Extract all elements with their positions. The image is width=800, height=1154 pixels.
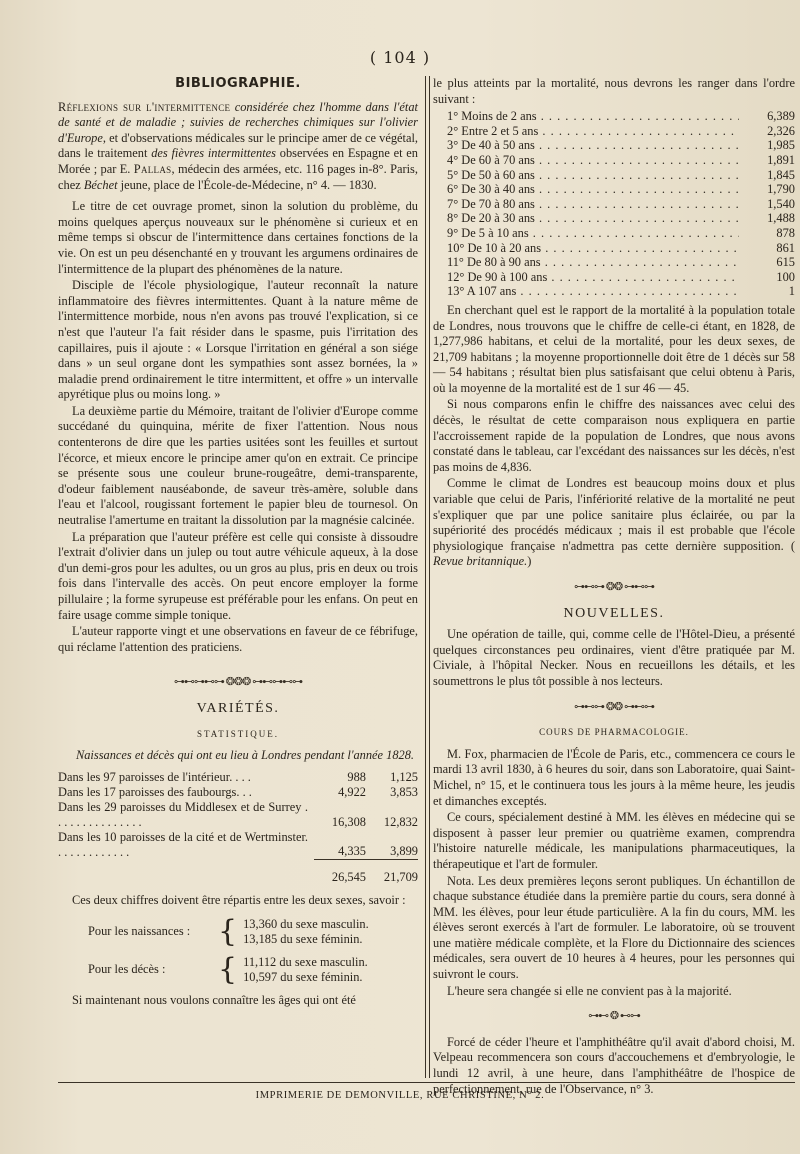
cours-paragraph-1: M. Fox, pharmacien de l'École de Paris, etc., commencera ce cours le mardi 13 avril 1830, à 6 heures du soir, dans son Laboratoire, quai Saint-Michel, n° 15, et le continuera tous les jours à la même heure, les jeudis et dimanches exceptés.: [433, 746, 795, 808]
rank-row: [447, 109, 795, 124]
imprint-line: IMPRIMERIE DE DEMONVILLE, RUE CHRISTINE, N° 2.: [255, 1090, 545, 1101]
rank-row: [447, 182, 795, 197]
varietes-title: VARIÉTÉS.: [196, 700, 280, 716]
rank-label: 7° De 70 à 80 ans . . .: [447, 197, 739, 212]
review-paragraph-5: L'auteur rapporte vingt et une observations en faveur de ce fébrifuge, qui réclame l'attention des praticiens.: [58, 624, 418, 654]
bottom-rule: [58, 1082, 795, 1083]
stat-total-row: [58, 860, 418, 886]
book-ref-publisher: Béchet: [83, 177, 118, 192]
stat-row: [58, 785, 418, 800]
stat-row: [58, 830, 418, 860]
ornament-divider: ⊶⊷⊶ ❂❂ ⊶⊷⊶: [574, 581, 654, 593]
review-paragraph-2: Disciple de l'école physiologique, l'auteur reconnaît la nature inflammatoire des fièvres intermittentes. Quant à la nature même de l'intermittence morbide, nous n'en avons pas trouvé l'explication, si ce n'est que l'auteur l'a fait résider dans le spasme, puis l'irritation des capillaires, puis il ajoute : « Lorsque l'irritation en général a son siége dans » un seul organe dont les sympathies sont assez bornées, la » maladie prend ordinairement le titre intermittent, et offre » un intervalle apyrétique plus ou moins long. »: [58, 278, 418, 402]
review-paragraph-3: La deuxième partie du Mémoire, traitant de l'olivier d'Europe comme succédané du quinquina, mérite de fixer l'attention. Nous nous contenterons de dire que les parties usitées sont les feuilles et surtout l'écorce, et mieux encore le principe amer qu'on en extrait. Ce principe se présente sous une couleur brune-rougeâtre, demi-transparente, d'odeur faiblement nauséabonde, de saveur très-amère, soluble dans l'eau et l'alcool, rougissant fortement le papier bleu de tournesol. On neutralise l'amertume en traitant la dissolution par la magnésie calcinée.: [58, 403, 418, 528]
review-paragraph-1: Le titre de cet ouvrage promet, sinon la solution du problème, du moins quelques aperçus nouveaux sur le phénomène si curieux et en même temps si obscur de l'intermittence dans certaines fonctions de la vie. On est un peu désenchanté en y trouvant les argumens ordinaires de l'intermittence de la plupart des phénomènes de la nature.: [58, 199, 418, 276]
rank-row: [447, 153, 795, 168]
births-breakdown: [88, 913, 418, 949]
brace-glyph: {: [218, 913, 238, 949]
mortality-age-ranking: [447, 109, 795, 299]
ages-intro: Si maintenant nous voulons connaître les âges qui ont été: [72, 992, 356, 1007]
rank-value: 1,790: [767, 182, 795, 197]
rank-value: 615: [776, 255, 795, 270]
deaths-male: 11,112 du sexe masculin.: [243, 954, 368, 969]
rank-label: 3° De 40 à 50 ans . . .: [447, 138, 739, 153]
book-ref-rest2: , médecin des armées, etc. 116 pages in-8°. Paris, chez: [58, 161, 418, 192]
stat-row-deaths: 12,832: [383, 814, 418, 829]
rank-label: 10° De 10 à 20 ans . . .: [447, 241, 739, 256]
stat-row-label: Dans les 17 paroisses des faubourgs. . .: [58, 784, 252, 799]
velpeau-paragraph: Forcé de céder l'heure et l'amphithéâtre qu'il avait d'abord choisi, M. Velpeau recommencera son cours d'accouchemens et d'embryologie, le lundi 12 avril, à une heure, dans l'amphithéâtre de l'hospice de perfectionnement, rue de l'Observance, n° 3.: [433, 1034, 795, 1096]
births-label: Pour les naissances :: [88, 924, 191, 939]
column-divider: [425, 76, 430, 1078]
cours-title: COURS DE PHARMACOLOGIE.: [539, 727, 689, 738]
stat-row-label: Dans les 97 paroisses de l'intérieur. . . .: [58, 769, 251, 784]
rank-label: 13° A 107 ans . . .: [447, 284, 739, 299]
rank-row: [447, 241, 795, 256]
rank-row: [447, 270, 795, 285]
rank-value: 1: [788, 284, 795, 299]
stat-row-births: 16,308: [331, 814, 366, 829]
rank-value: 1,540: [767, 196, 795, 211]
stat-row: [58, 770, 418, 785]
stat-row-births: 988: [347, 769, 366, 784]
births-male: 13,360 du sexe masculin.: [243, 916, 369, 931]
stat-paragraph-2: Si nous comparons enfin le chiffre des naissances avec celui des décès, le résultat de cette comparaison nous expliquera en partie l'accroissement rapide de la population de Londres, que nous avons constaté dans le tableau, car l'excédant des naissances sur les décès, n'est pas moins de 4,836.: [433, 397, 795, 474]
rank-label: 9° De 5 à 10 ans . . .: [447, 226, 739, 241]
nouvelles-paragraph: Une opération de taille, qui, comme celle de l'Hôtel-Dieu, a présenté quelques circonstances peu ordinaires, vient d'être pratiquée par M. Civiale, à l'hôpital Necker. Nous en recueillons les détails, et les soumettrons le plus tôt possible à nos lecteurs.: [433, 627, 795, 688]
rank-row: [447, 124, 795, 139]
stat-row-label: Dans les 29 paroisses du Middlesex et de Surrey . . . . . . . . . . . . . . .: [58, 799, 308, 829]
stat-row-deaths: 1,125: [390, 769, 418, 784]
rank-label: 6° De 30 à 40 ans . . .: [447, 182, 739, 197]
births-female: 13,185 du sexe féminin.: [243, 931, 363, 946]
right-column: [433, 76, 795, 1098]
review-paragraph-4: La préparation que l'auteur préfère est celle qui consiste à dissoudre l'extrait d'olivier dans un julep ou tout autre véhicule aqueux, à la dose d'un demi-gros pour les adultes, ou un gros au plus, pris en deux ou trois fois dans l'intervalle des accès. On peut encore employer la forme pillulaire ; la forme syrupeuse est préférable pour les enfans. On peut en faire usage comme simple tonique.: [58, 529, 418, 622]
rank-row: [447, 211, 795, 226]
book-reference: [58, 100, 418, 194]
stat-row-deaths: 3,853: [390, 784, 418, 799]
rank-value: 1,845: [767, 167, 795, 182]
stat-p3-text: Comme le climat de Londres est beaucoup moins doux et plus variable que celui de Paris, l'infériorité relative de la mortalité ne peut s'expliquer que par une police sanitaire plus éclairée, ou par la supériorité des procédés médicaux ; mais il est probable que l'école physiologique française n'admettra pas cette dernière supposition. (: [433, 476, 795, 553]
rank-value: 878: [776, 225, 795, 240]
ornament-divider: ⊶⊷ ❂ ⊷⊶: [588, 1010, 640, 1023]
split-intro: Ces deux chiffres doivent être répartis entre les deux sexes, savoir :: [72, 893, 406, 908]
rank-value: 1,488: [767, 211, 795, 226]
deaths-breakdown: [88, 951, 418, 987]
left-column: [58, 76, 418, 1009]
stat-row-label: Dans les 10 paroisses de la cité et de Wertminster. . . . . . . . . . . . .: [58, 829, 308, 859]
rank-label: 12° De 90 à 100 ans . . .: [447, 270, 739, 285]
deaths-female: 10,597 du sexe féminin.: [243, 969, 363, 984]
cours-paragraph-3: Nota. Les deux premières leçons seront publiques. Un échantillon de chaque substance étudiée dans la première partie du cours, sera donné à MM. les élèves, pour leur étude particulière. A la fin du cours, MM. les élèves seront exercés à l'art de formuler. Le laboratoire, où se trouvent une matière médicale complète, et la Flore du Dictionnaire des sciences médicales, sera ouvert de 10 heures à 4 heures, pour les personnes qui suivront le cours.: [433, 873, 795, 982]
rank-label: 4° De 60 à 70 ans . . .: [447, 153, 739, 168]
rank-value: 1,985: [767, 138, 795, 153]
cours-paragraph-4: L'heure sera changée si elle ne convient pas à la majorité.: [447, 983, 732, 998]
page-number: ( 104 ): [369, 48, 431, 67]
rank-row: [447, 226, 795, 241]
stat-row: [58, 800, 418, 830]
rank-value: 1,891: [767, 152, 795, 167]
deaths-label: Pour les décès :: [88, 962, 166, 977]
rank-label: 8° De 20 à 30 ans . . .: [447, 211, 739, 226]
rank-label: 11° De 80 à 90 ans . . .: [447, 255, 739, 270]
stat-row-births: 4,335: [338, 844, 366, 859]
rank-label: 1° Moins de 2 ans . . .: [447, 109, 739, 124]
births-deaths-table: [58, 770, 418, 886]
rank-value: 861: [776, 240, 795, 255]
bibliographie-title: BIBLIOGRAPHIE.: [175, 76, 301, 91]
rank-value: 6,389: [767, 109, 795, 124]
stat-paragraph-3: [433, 476, 795, 570]
rank-label: 2° Entre 2 et 5 ans . . .: [447, 124, 739, 139]
statistique-title: STATISTIQUE.: [196, 728, 280, 739]
book-ref-title: considérée chez l'homme dans l'état de santé et de maladie ; suivies de recherches chimiques sur l'olivier d'Europe: [58, 99, 418, 145]
ornament-divider: ⊶⊷⊶⊷⊶ ❂❂❂ ⊶⊷⊶⊷⊶: [173, 676, 303, 689]
rank-row: [447, 168, 795, 183]
stat-row-births: 4,922: [338, 784, 366, 799]
stat-total-deaths: 21,709: [366, 860, 418, 886]
stat-source: Revue britannique.: [433, 554, 528, 569]
rank-row: [447, 138, 795, 153]
stat-heading: Naissances et décès qui ont eu lieu à Londres pendant l'année 1828.: [75, 748, 415, 763]
rank-row: [447, 197, 795, 212]
rank-row: [447, 284, 795, 299]
rank-row: [447, 255, 795, 270]
stat-row-deaths: 3,899: [390, 844, 418, 859]
book-ref-rest: observées en Espagne et en Morée ; par E.: [58, 146, 418, 176]
book-ref-rest3: jeune, place de l'École-de-Médecine, n° 4. — 1830.: [120, 177, 377, 192]
rank-value: 100: [776, 269, 795, 284]
stat-total-births: 26,545: [314, 860, 366, 886]
stat-paragraph-1: En cherchant quel est le rapport de la mortalité à la population totale de Londres, nous trouvons que le chiffre de celle-ci étant, en 1828, de 1,277,986 habitans, et celui de la mortalité, pour les deux sexes, de 21,709 habitans ; la moyenne proportionnelle doit être de 1 décès sur 58 — 54 habitans ; résultat bien plus satisfaisant que celui obtenu à Paris, où la moyenne de la mortalité est de 1 sur 46 — 45.: [433, 302, 795, 395]
book-ref-lead: Réflexions sur l'intermittence: [58, 99, 231, 114]
book-ref-author: Pallas: [133, 161, 172, 176]
rank-value: 2,326: [767, 123, 795, 138]
nouvelles-title: NOUVELLES.: [563, 605, 665, 621]
stat-close: ): [527, 554, 532, 569]
ornament-divider: ⊶⊷⊶ ❂❂ ⊶⊷⊶: [574, 700, 654, 713]
cours-paragraph-2: Ce cours, spécialement destiné à MM. les élèves en médecine qui se disposent à passer leur premier ou quatrième examen, comprendra l'histoire naturelle médicale, les manipulations pharmaceutiques, la thérapeutique et l'art de formuler.: [433, 810, 795, 871]
rank-label: 5° De 50 à 60 ans . . .: [447, 168, 739, 183]
rank-intro: le plus atteints par la mortalité, nous devrons les ranger dans l'ordre suivant :: [433, 76, 795, 106]
brace-glyph: {: [218, 951, 238, 987]
book-ref-mid: , et d'observations médicales sur le principe amer de ce végétal, dans le traitement: [58, 130, 418, 161]
book-ref-fevers: des fièvres intermittentes: [151, 146, 276, 161]
